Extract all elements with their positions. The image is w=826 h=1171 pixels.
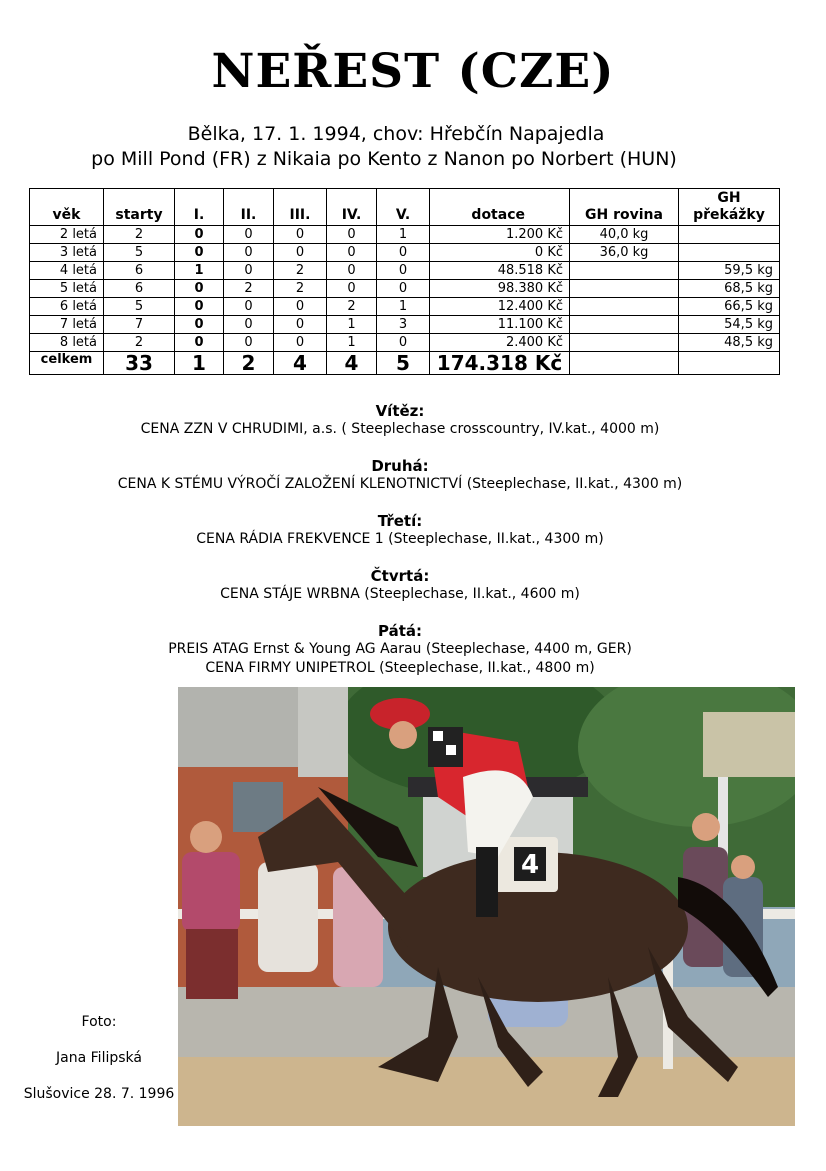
result-race: CENA FIRMY UNIPETROL (Steeplechase, II.kat., 4800 m) [205,660,595,676]
cell-fifth: 0 [377,262,430,280]
horse-pedigree: po Mill Pond (FR) z Nikaia po Kento z Nanon po Norbert (HUN) [91,148,677,170]
header-gh-jumps: GH překážky [679,189,780,226]
photo-credit-place-date: Slušovice 28. 7. 1996 [23,1086,175,1102]
table-row [30,226,780,244]
result-race: CENA STÁJE WRBNA (Steeplechase, II.kat., 4600 m) [220,586,580,602]
table-row [30,280,780,298]
total-fifth: 5 [377,352,430,375]
cell-fourth: 1 [327,316,377,334]
cell-gh-flat [570,262,679,280]
total-age: celkem [30,352,104,375]
cell-second: 0 [224,298,274,316]
result-heading: Čtvrtá: [370,567,430,585]
total-prize-money: 174.318 Kč [430,352,570,375]
cell-age: 5 letá [30,280,104,298]
cell-fifth: 0 [377,244,430,262]
cell-second: 0 [224,316,274,334]
cell-gh-jumps: 66,5 kg [679,298,780,316]
total-first: 1 [175,352,224,375]
cell-prize-money: 0 Kč [430,244,570,262]
cell-third: 0 [274,244,327,262]
cell-third: 2 [274,280,327,298]
cell-fifth: 0 [377,280,430,298]
cell-fourth: 0 [327,244,377,262]
cell-prize-money: 1.200 Kč [430,226,570,244]
cell-gh-flat: 36,0 kg [570,244,679,262]
total-fourth: 4 [327,352,377,375]
cell-first: 0 [175,334,224,352]
cell-gh-jumps: 48,5 kg [679,334,780,352]
cell-fourth: 1 [327,334,377,352]
cell-starts: 7 [104,316,175,334]
header-prize-money: dotace [430,189,570,226]
cell-third: 0 [274,226,327,244]
cell-second: 2 [224,280,274,298]
result-third [0,512,800,549]
cell-first: 0 [175,280,224,298]
result-race: CENA K STÉMU VÝROČÍ ZALOŽENÍ KLENOTNICTVÍ (Steeplechase, II.kat., 4300 m) [117,476,683,492]
cell-gh-flat [570,316,679,334]
header-second: II. [224,189,274,226]
cell-fifth: 1 [377,226,430,244]
cell-third: 0 [274,316,327,334]
cell-starts: 2 [104,226,175,244]
cell-first: 1 [175,262,224,280]
cell-age: 8 letá [30,334,104,352]
cell-fourth: 2 [327,298,377,316]
career-stats-table [29,188,780,375]
result-fourth [0,567,800,604]
cell-age: 7 letá [30,316,104,334]
cell-starts: 5 [104,244,175,262]
header-starts: starty [104,189,175,226]
total-gh-flat [570,352,679,375]
cell-prize-money: 2.400 Kč [430,334,570,352]
cell-gh-flat [570,298,679,316]
cell-starts: 5 [104,298,175,316]
cell-fifth: 0 [377,334,430,352]
cell-gh-jumps: 54,5 kg [679,316,780,334]
total-second: 2 [224,352,274,375]
header-gh-flat: GH rovina [570,189,679,226]
photo-credit-author: Jana Filipská [56,1050,142,1066]
cell-starts: 6 [104,262,175,280]
horse-birth-breeder: Bělka, 17. 1. 1994, chov: Hřebčín Napajedla [187,123,605,145]
cell-second: 0 [224,226,274,244]
cell-starts: 2 [104,334,175,352]
table-row [30,298,780,316]
result-race: PREIS ATAG Ernst & Young AG Aarau (Steeplechase, 4400 m, GER) [168,641,632,657]
header-age: věk [30,189,104,226]
cell-starts: 6 [104,280,175,298]
cell-fourth: 0 [327,280,377,298]
result-fifth [0,622,800,678]
cell-second: 0 [224,244,274,262]
saddle-number: 4 [520,850,540,880]
result-heading: Vítěz: [375,402,425,420]
cell-gh-flat [570,334,679,352]
header-first: I. [175,189,224,226]
cell-prize-money: 11.100 Kč [430,316,570,334]
header-fifth: V. [377,189,430,226]
result-heading: Třetí: [377,512,423,530]
result-heading: Pátá: [377,622,422,640]
result-winner [0,402,800,439]
race-photo [178,687,795,1126]
header-third: III. [274,189,327,226]
cell-prize-money: 12.400 Kč [430,298,570,316]
cell-age: 6 letá [30,298,104,316]
cell-gh-jumps: 59,5 kg [679,262,780,280]
cell-fifth: 1 [377,298,430,316]
cell-first: 0 [175,244,224,262]
cell-gh-jumps [679,226,780,244]
header-fourth: IV. [327,189,377,226]
cell-first: 0 [175,316,224,334]
cell-third: 0 [274,334,327,352]
cell-gh-jumps: 68,5 kg [679,280,780,298]
cell-age: 3 letá [30,244,104,262]
table-row [30,262,780,280]
cell-second: 0 [224,262,274,280]
cell-third: 2 [274,262,327,280]
horse-and-jockey-illustration [178,687,795,1126]
cell-fourth: 0 [327,226,377,244]
cell-age: 4 letá [30,262,104,280]
total-starts: 33 [104,352,175,375]
cell-age: 2 letá [30,226,104,244]
total-third: 4 [274,352,327,375]
cell-prize-money: 48.518 Kč [430,262,570,280]
cell-fifth: 3 [377,316,430,334]
table-row [30,316,780,334]
cell-first: 0 [175,226,224,244]
table-row [30,334,780,352]
cell-third: 0 [274,298,327,316]
cell-second: 0 [224,334,274,352]
cell-gh-jumps [679,244,780,262]
result-heading: Druhá: [371,457,429,475]
table-total-row [30,352,780,375]
cell-first: 0 [175,298,224,316]
result-race: CENA ZZN V CHRUDIMI, a.s. ( Steeplechase crosscountry, IV.kat., 4000 m) [140,421,660,437]
cell-prize-money: 98.380 Kč [430,280,570,298]
cell-fourth: 0 [327,262,377,280]
table-row [30,244,780,262]
result-second [0,457,800,494]
cell-gh-flat: 40,0 kg [570,226,679,244]
photo-credit-label: Foto: [81,1014,117,1030]
horse-name: NEŘEST (CZE) [211,44,615,99]
table-header-row [30,189,780,226]
result-race: CENA RÁDIA FREKVENCE 1 (Steeplechase, II.kat., 4300 m) [196,531,604,547]
total-gh-jumps [679,352,780,375]
cell-gh-flat [570,280,679,298]
